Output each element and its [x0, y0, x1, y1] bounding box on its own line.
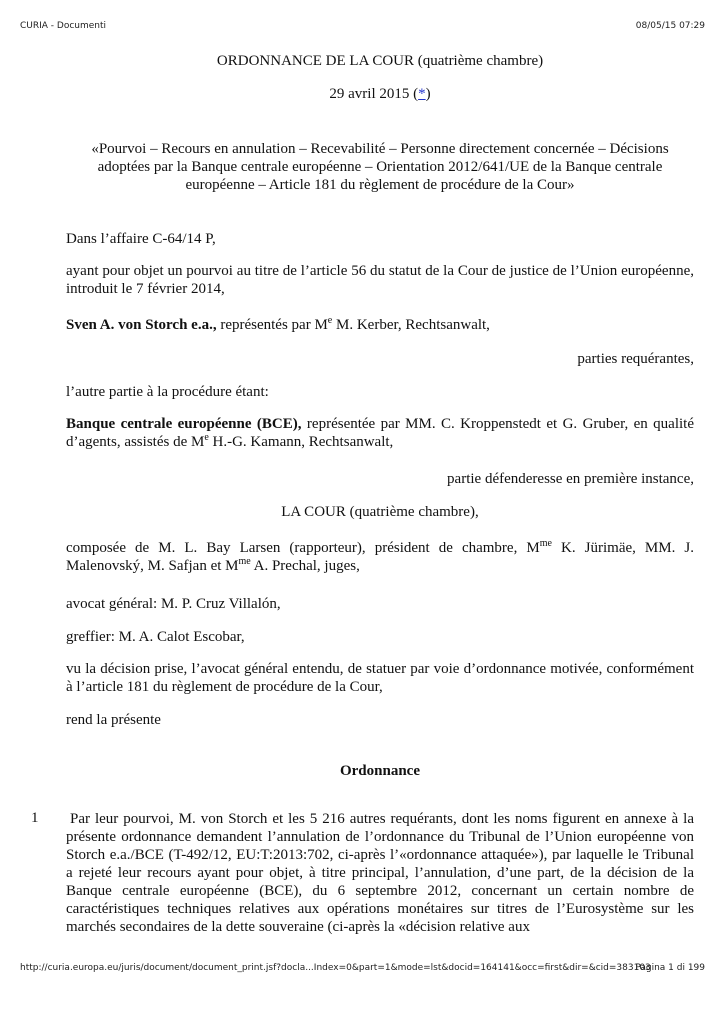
document-date [66, 85, 694, 103]
decision-text: vu la décision prise, l’avocat général entendu, de statuer par voie d’ordonnance motivée, conformément à l’article 181 du règlement de procédure de la Cour, [66, 661, 694, 695]
footer-url: http://curia.europa.eu/juris/document/document_print.jsf?docla...Index=0&part=1&mode=lst&docid=164141&occ=first&dir=&cid=383103 [20, 963, 651, 973]
footnote-link[interactable]: * [418, 86, 426, 102]
appellants [66, 316, 694, 334]
paragraph-number: 1 [31, 810, 39, 826]
summary-keywords [70, 140, 690, 194]
court-label: LA COUR (quatrième chambre), [281, 504, 479, 520]
composition-part: K. Jürimäe, MM. J. Malenovský, M. Safjan et M [66, 540, 694, 574]
registrar: greffier: M. A. Calot Escobar, [66, 629, 245, 645]
defendant-role: partie défenderesse en première instance, [447, 471, 694, 487]
date-close: ) [425, 86, 431, 102]
paragraph-1: Par leur pourvoi, M. von Storch et les 5 216 autres requérants, dont les noms figurent en annexe à la présente ordonnance demandent l’annulation de l’ordonnance du Tribunal de l’Union européenne von Storch e.a./BCE (T-492/12, EU:T:2013:702, ci-après l’«ordonnance attaquée»), par laquelle le Tribunal a rejeté leur recours ayant pour objet, à titre principal, l’annulation, d’une part, de la décision de la Banque centrale européenne (BCE), du 6 septembre 2012, concernant un certain nombre de caractéristiques techniques relatives aux opérations monétaires sur titres de l’Eurosystème sur les marchés secondaires de la dette souveraine (ci-après la «décision relative aux [66, 811, 694, 935]
composition-sup: me [238, 556, 251, 567]
summary-line: européenne – Article 181 du règlement de procédure de la Cour» [185, 177, 575, 193]
document-title: ORDONNANCE DE LA COUR (quatrième chambre) [216, 53, 544, 69]
other-party-label: l’autre partie à la procédure étant: [66, 384, 269, 400]
appellant-rep-end: M. Kerber, Rechtsanwalt, [332, 317, 490, 333]
date-text: 29 avril 2015 ( [329, 86, 419, 102]
defendant-rep: représentée par MM. C. Kroppenstedt et G. Gruber, en qualité d’agents, assistés de M [66, 416, 694, 450]
appellant-name: Sven A. von Storch e.a., [66, 317, 217, 333]
advocate-general: avocat général: M. P. Cruz Villalón, [66, 596, 281, 612]
renders-line: rend la présente [66, 712, 161, 728]
defendant-rep-sup: e [204, 432, 209, 443]
defendant-rep-end: H.-G. Kamann, Rechtsanwalt, [208, 434, 394, 450]
composition-part: A. Prechal, juges, [250, 558, 360, 574]
appeal-object: ayant pour objet un pourvoi au titre de l’article 56 du statut de la Cour de justice de l’Union européenne, introduit le 7 février 2014, [66, 263, 694, 297]
appellant-role: parties requérantes, [577, 351, 694, 367]
defendant [66, 415, 694, 451]
composition-sup: me [539, 538, 552, 549]
footer-page-number: Pagina 1 di 199 [635, 963, 705, 973]
browser-header-title: CURIA - Documenti [20, 21, 107, 31]
section-heading: Ordonnance [339, 763, 420, 779]
court-composition [66, 539, 694, 575]
appellant-rep: représentés par M [216, 317, 328, 333]
browser-header-datetime: 08/05/15 07:29 [635, 21, 705, 31]
defendant-name: Banque centrale européenne (BCE), [66, 416, 302, 432]
appellant-rep-sup: e [327, 315, 333, 326]
composition-part: composée de M. L. Bay Larsen (rapporteur), président de chambre, M [66, 540, 540, 556]
summary-line: «Pourvoi – Recours en annulation – Recevabilité – Personne directement concernée – Décisions [91, 141, 669, 157]
case-number: Dans l’affaire C-64/14 P, [66, 231, 216, 247]
summary-line: adoptées par la Banque centrale européenne – Orientation 2012/641/UE de la Banque centrale [97, 159, 663, 175]
